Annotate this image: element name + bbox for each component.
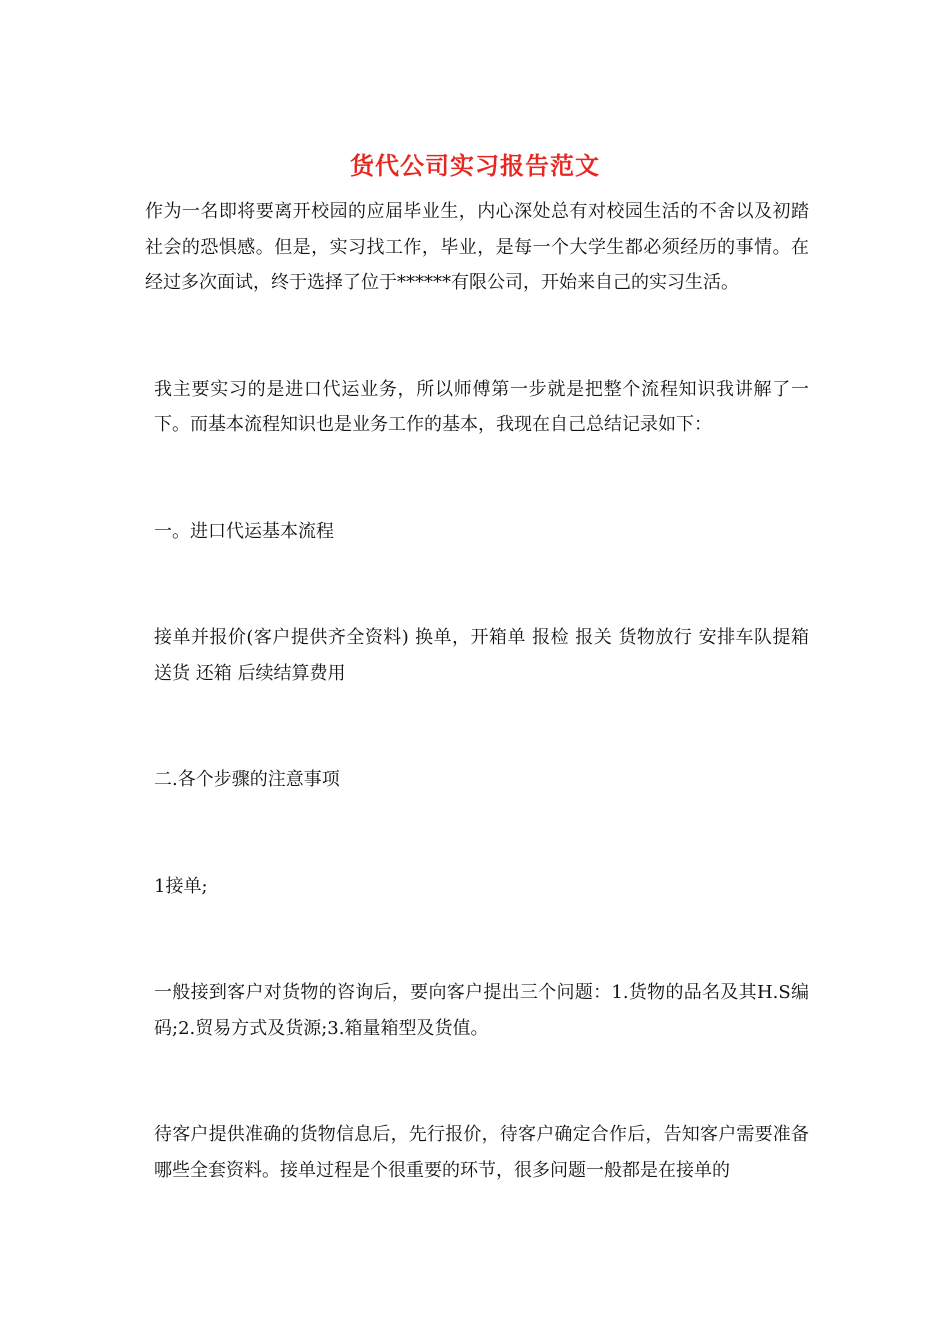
document-body [145,194,809,1188]
paragraph-process-steps: 接单并报价(客户提供齐全资料) 换单，开箱单 报检 报关 货物放行 安排车队提箱 送货 还箱 后续结算费用 [154,627,809,684]
paragraph-inquiry: 一般接到客户对货物的咨询后，要向客户提出三个问题：1.货物的品名及其H.S编码;2.贸易方式及货源;3.箱量箱型及货值。 [154,982,809,1039]
paragraph-business: 我主要实习的是进口代运业务，所以师傅第一步就是把整个流程知识我讲解了一下。而基本流程知识也是业务工作的基本，我现在自己总结记录如下： [154,378,809,435]
paragraph-spacer [145,904,809,975]
section-heading-2: 二.各个步骤的注意事项 [154,769,340,790]
paragraph-quote: 待客户提供准确的货物信息后，先行报价，待客户确定合作后，告知客户需要准备哪些全套资料。接单过程是个很重要的环节，很多问题一般都是在接单的 [154,1124,809,1181]
paragraph-spacer [145,1046,809,1117]
paragraph-spacer [145,443,809,514]
paragraph-spacer [145,549,809,620]
paragraph-intro: 作为一名即将要离开校园的应届毕业生，内心深处总有对校园生活的不舍以及初踏社会的恐惧感。但是，实习找工作，毕业，是每一个大学生都必须经历的事情。在经过多次面试，终于选择了位于******有限公司，开始来自己的实习生活。 [145,201,809,293]
document-title: 货代公司实习报告范文 [350,151,600,180]
paragraph-spacer [145,691,809,762]
paragraph-spacer [145,301,809,372]
section-heading-1: 一。进口代运基本流程 [154,520,334,542]
subsection-heading-1: 1接单; [154,875,208,897]
paragraph-spacer [145,798,809,869]
